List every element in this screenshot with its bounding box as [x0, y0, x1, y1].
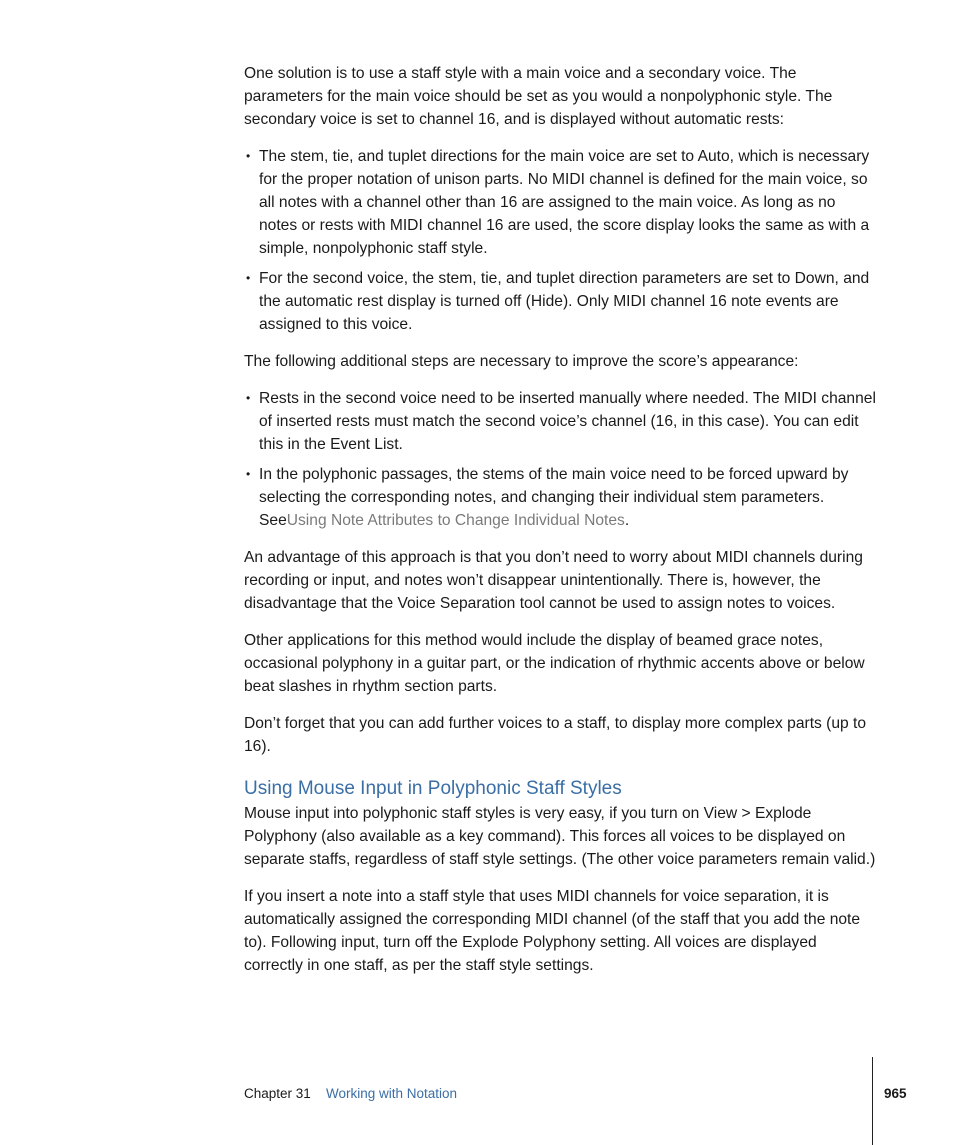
- bullet-icon: •: [246, 271, 251, 285]
- paragraph-advantage: An advantage of this approach is that you don’t need to worry about MIDI channels during recording or input, and notes won’t disappear unintentionally. There is, however, the disadvantage that the Voice Separation tool cannot be used to assign notes to voices.: [244, 549, 863, 612]
- footer-page-number: 965: [884, 1086, 907, 1101]
- list-item-text: In the polyphonic passages, the stems of the main voice need to be forced upward by selecting the corresponding notes, and changing their individual stem parameters. See: [259, 466, 849, 529]
- paragraph-additional-steps: The following additional steps are necessary to improve the score’s appearance:: [244, 353, 799, 370]
- list-item-text: For the second voice, the stem, tie, and tuplet direction parameters are set to Down, and the automatic rest display is turned off (Hide). Only MIDI channel 16 note events are assigned to this voice.: [259, 270, 870, 333]
- bullet-icon: •: [246, 467, 251, 481]
- paragraph-insert-note: If you insert a note into a staff style that uses MIDI channels for voice separation, it is automatically assigned the corresponding MIDI channel (of the staff that you add the note to). Following input, turn off the Explode Polyphony setting. All voices are displayed correctly in one staff, as per the staff style settings.: [244, 888, 861, 974]
- paragraph-intro: One solution is to use a staff style with a main voice and a secondary voice. The parameters for the main voice should be set as you would a nonpolyphonic style. The secondary voice is set to channel 16, and is displayed without automatic rests:: [244, 65, 833, 128]
- page-footer: [244, 1086, 906, 1106]
- footer-chapter-title[interactable]: Working with Notation: [326, 1086, 458, 1101]
- paragraph-mouse-input: Mouse input into polyphonic staff styles is very easy, if you turn on View > Explode Polyphony (also available as a key command). This forces all voices to be displayed on separate staffs, regardless of staff style settings. (The other voice parameters remain valid.): [244, 805, 876, 868]
- paragraph-further-voices: Don’t forget that you can add further voices to a staff, to display more complex parts (up to 16).: [244, 715, 867, 755]
- bullet-list-steps: [244, 387, 876, 532]
- list-item: [244, 463, 876, 532]
- footer-chapter: Chapter 31: [244, 1086, 311, 1101]
- list-item-end: .: [624, 512, 630, 529]
- footer-divider: [872, 1057, 873, 1145]
- list-item: [244, 145, 876, 260]
- page-content: [244, 62, 876, 991]
- list-item: [244, 267, 876, 336]
- list-item-text: The stem, tie, and tuplet directions for the main voice are set to Auto, which is necessary for the proper notation of unison parts. No MIDI channel is defined for the main voice, so all notes with a channel other than 16 are assigned to the main voice. As long as no notes or rests with MIDI channel 16 are used, the score display looks the same as with a simple, nonpolyphonic staff style.: [259, 148, 870, 257]
- bullet-icon: •: [246, 149, 251, 163]
- bullet-list-voices: [244, 145, 876, 336]
- bullet-icon: •: [246, 391, 251, 405]
- list-item-text: Rests in the second voice need to be inserted manually where needed. The MIDI channel of inserted rests must match the second voice’s channel (16, in this case). You can edit this in the Event List.: [259, 390, 876, 453]
- list-item: [244, 387, 876, 456]
- section-heading: Using Mouse Input in Polyphonic Staff Styles: [244, 778, 622, 799]
- paragraph-other-applications: Other applications for this method would include the display of beamed grace notes, occasional polyphony in a guitar part, or the indication of rhythmic accents above or below beat slashes in rhythm section parts.: [244, 632, 865, 695]
- note-attributes-link[interactable]: Using Note Attributes to Change Individual Notes: [286, 512, 625, 529]
